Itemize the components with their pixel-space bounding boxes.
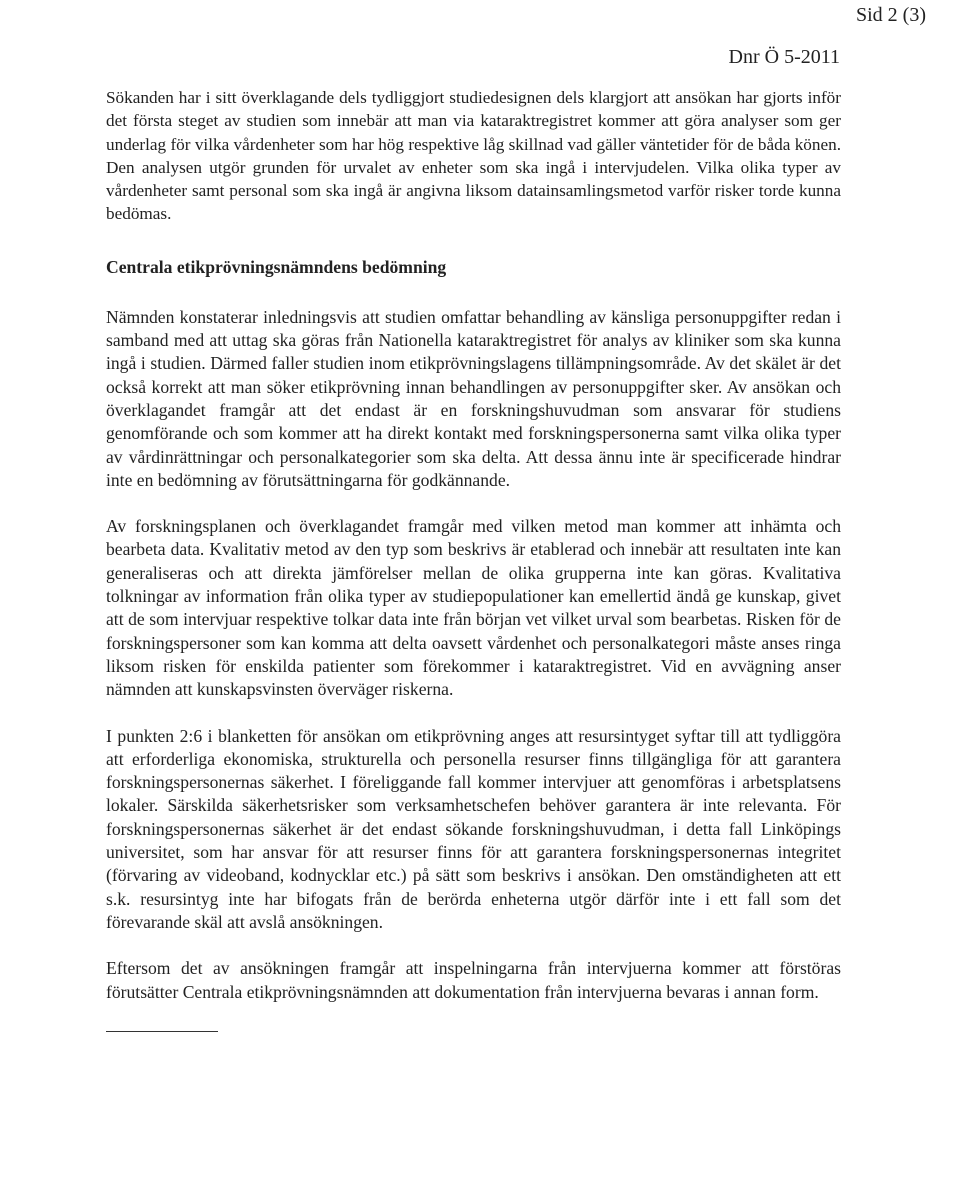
page-number: Sid 2 (3)	[856, 4, 926, 26]
intro-paragraph: Sökanden har i sitt överklagande dels tydliggjort studiedesignen dels klargjort att ansökan har gjorts inför det första steget av studien som innebär att man via kataraktregistret kommer att göra analyser som ger underlag för vilka vårdenheter som har hög respektive låg skillnad vad gäller väntetider för de båda könen. Den analysen utgör grunden för urvalet av enheter som ska ingå i intervjudelen. Vilka olika typer av vårdenheter samt personal som ska ingå är angivna liksom datainsamlingsmetod varför risker torde kunna bedömas.	[106, 88, 841, 224]
paragraph-resource-certificate: I punkten 2:6 i blanketten för ansökan om etikprövning anges att resursintyget syftar till att tydliggöra att erforderliga ekonomiska, strukturella och personella resurser finns tillgängliga för att garantera forskningspersonernas säkerhet. I föreliggande fall kommer intervjuer att genomföras i arbetsplatsens lokaler. Särskilda säkerhetsrisker som verksamhetschefen behöver garantera är inte relevanta. För forskningspersonernas säkerhet är det endast sökande forskningshuvudman, i detta fall Linköpings universitet, som har ansvar för att resurser finns för att garantera forskningspersonernas integritet (förvaring av videoband, kodnycklar etc.) på sätt som beskrivs i ansökan. Den omständigheten att ett s.k. resursintyg inte har bifogats från de berörda enheterna utgör därför inte i ett fall som det förevarande skäl att avslå ansökningen.	[106, 725, 841, 932]
footnote-divider	[106, 1031, 218, 1032]
paragraph-documentation: Eftersom det av ansökningen framgår att inspelningarna från intervjuerna kommer att förstöras förutsätter Centrala etikprövningsnämnden att dokumentation från intervjuerna bevaras i annan form.	[106, 958, 841, 1002]
paragraph-method-risk: Av forskningsplanen och överklagandet framgår med vilken metod man kommer att inhämta och bearbeta data. Kvalitativ metod av den typ som beskrivs är etablerad och innebär att resultaten inte kan generaliseras och att direkta jämförelser mellan de olika grupperna inte kan göras. Kvalitativa tolkningar av information från olika typer av studiepopulationer kan emellertid ändå ge kunskap, givet att de som intervjuar respektive tolkar data inte från början vet vilket urval som bearbetas. Risken för de forskningspersoner som kan komma att delta oavsett vårdenhet och personalkategori måste anses ringa liksom risken för enskilda patienter som förekommer i kataraktregistret. Vid en avvägning anser nämnden att kunskapsvinsten överväger riskerna.	[106, 516, 841, 700]
paragraph-assessment-scope: Nämnden konstaterar inledningsvis att studien omfattar behandling av känsliga personuppgifter redan i samband med att uttag ska göras från Nationella kataraktregistret för analys av kliniker som ska kunna ingå i studien. Därmed faller studien inom etikprövningslagens tillämpningsområde. Av det skälet är det också korrekt att man söker etikprövning innan behandlingen av personuppgifter sker. Av ansökan och överklagandet framgår att det endast är en forskningshuvudman som ansvarar för studiens genomförande och som kommer att ha direkt kontakt med forskningspersonerna samt vilka olika typer av vårdinrättningar och personalkategorier som ska delta. Att dessa ännu inte är specificerade hindrar inte en bedömning av förutsättningarna för godkännande.	[106, 306, 841, 490]
section-heading: Centrala etikprövningsnämndens bedömning	[106, 256, 447, 277]
reference-number: Dnr Ö 5-2011	[728, 46, 840, 68]
document-body	[106, 86, 841, 1032]
